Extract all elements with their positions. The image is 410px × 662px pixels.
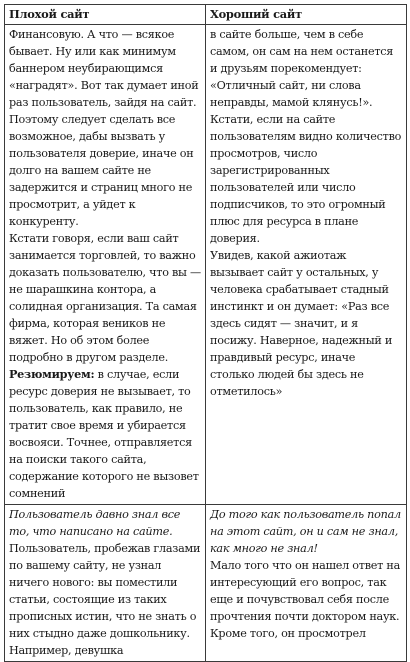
paragraph: Кроме того, он просмотрел — [210, 627, 366, 640]
cell-good-novelty — [206, 505, 407, 662]
cell-good-trust — [206, 25, 407, 505]
table-row — [5, 505, 407, 662]
header-good-site: Хороший сайт — [206, 5, 407, 25]
table-row — [5, 25, 407, 505]
summary-label: Резюмируем: — [9, 367, 95, 381]
comparison-table — [4, 4, 407, 662]
italic-heading: Пользователь давно знал все то, что написано на сайте. — [9, 508, 181, 538]
paragraph: Кстати, если на сайте пользователям видно количество просмотров, число зарегистрированных пользователей или число подписчиков, то это огромный плюс для ресурса в плане доверия. — [210, 113, 402, 245]
summary-paragraph — [9, 366, 201, 502]
paragraph: Пользователь, пробежав глазами по вашему сайту, не узнал ничего нового: вы поместили статьи, состоящие из таких прописных истин, что не знать о них стыдно даже дошкольнику. Например, девушка — [9, 542, 201, 657]
cell-bad-novelty — [5, 505, 206, 662]
header-bad-site: Плохой сайт — [5, 5, 206, 25]
italic-heading: До того как пользователь попал на этот сайт, он и сам не знал, как много не знал! — [210, 508, 401, 555]
paragraph: в сайте больше, чем в себе самом, он сам на нем останется и друзьям порекомендует: «Отличный сайт, ни слова неправды, мамой клянусь!». — [210, 28, 394, 109]
paragraph: Финансовую. А что — всякое бывает. Ну или как минимум баннером неубирающимся «наградят». Вот так думает иной раз пользователь, зайдя на сайт. Поэтому следует сделать все возможное, дабы вызвать у пользователя доверие, иначе он долго на вашем сайте не задержится и страниц много не просмотрит, а уйдет к конкуренту. — [9, 28, 199, 228]
paragraph: Кстати говоря, если ваш сайт занимается торговлей, то важно доказать пользователю, что вы — не шарашкина контора, а солидная организация. Та самая фирма, которая веников не вяжет. Но об этом более подробно в другом разделе. — [9, 232, 201, 364]
paragraph: Мало того что он нашел ответ на интересующий его вопрос, так еще и почувствовал себя после прочтения почти доктором наук. — [210, 559, 401, 623]
table-header-row — [5, 5, 407, 25]
page — [4, 4, 406, 662]
summary-text: в случае, если ресурс доверия не вызывает, то пользователь, как правило, не тратит свое время и убирается восвояси. Точнее, отправляется на поиски такого сайта, содержание которого не вызовет сомнений — [9, 368, 199, 500]
cell-bad-trust — [5, 25, 206, 505]
paragraph: Увидев, какой ажиотаж вызывает сайт у остальных, у человека срабатывает стадный инстинкт и он думает: «Раз все здесь сидят — значит, и я посижу. Наверное, надежный и правдивый ресурс, иначе столько людей бы здесь не отметилось» — [210, 249, 393, 398]
